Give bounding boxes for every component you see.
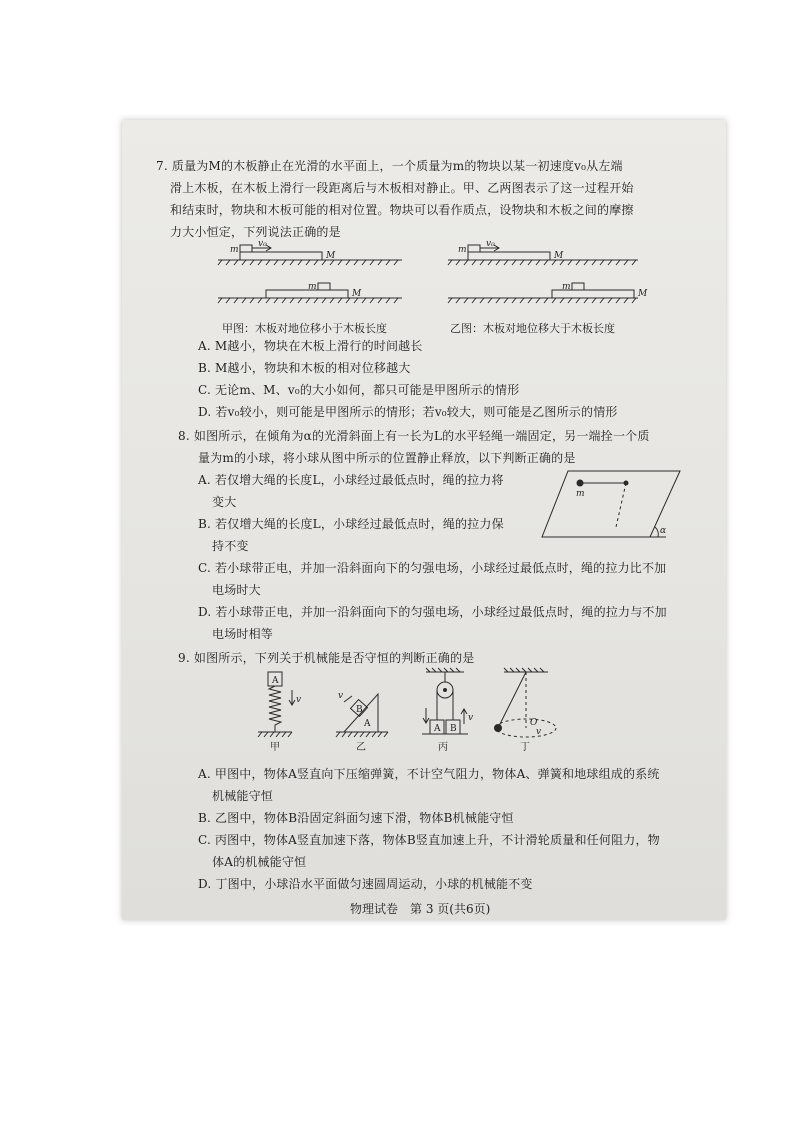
yi-label-m-end: m	[562, 282, 571, 292]
q7-option-a: A. M越小，物块在木板上滑行的时间越长	[198, 339, 423, 353]
q8-label-m: m	[576, 489, 585, 499]
yi-label-M-end: M	[638, 289, 648, 299]
ding9-label-v: v	[536, 727, 542, 737]
q9-option-c-cont: 体A的机械能守恒	[212, 855, 307, 869]
bing9-label-v: v	[468, 713, 474, 723]
q7-option-c: C. 无论m、M、v₀的大小如何，都只可能是甲图所示的情形	[198, 383, 520, 397]
q7-line-4: 力大小恒定，下列说法正确的是	[170, 225, 341, 239]
jia9-label-a: A	[272, 676, 279, 686]
q9-fig-label-bing: 丙	[438, 742, 448, 753]
yi9-label-b: B	[356, 705, 363, 715]
jia-hatch-1	[218, 260, 398, 265]
jia9-label-v: v	[296, 695, 302, 705]
q9-option-d: D. 丁图中，小球沿水平面做匀速圆周运动，小球的机械能不变	[198, 877, 533, 891]
q7-line-3: 和结束时，物块和木板可能的相对位置。物块可以看作质点，设物块和木板之间的摩擦	[170, 203, 634, 217]
angle-arc	[655, 527, 658, 537]
yi-label-M-start: M	[554, 251, 564, 261]
jia-board-start	[240, 252, 322, 260]
q8-label-alpha: α	[660, 526, 667, 536]
q9-option-c: C. 丙图中，物体A竖直加速下落，物体B竖直加速上升，不计滑轮质量和任何阻力，物	[198, 833, 660, 847]
jia-block-start	[240, 245, 252, 252]
dashed-lowest-line	[616, 483, 626, 527]
q7-figure-yi	[448, 239, 648, 310]
yi-hatch-1	[448, 260, 636, 265]
q8-option-d-cont: 电场时相等	[212, 627, 274, 641]
jia-label-M-start: M	[326, 251, 336, 261]
q8-option-c: C. 若小球带正电，并加一沿斜面向下的匀强电场，小球经过最低点时，绳的拉力比不加	[198, 561, 667, 575]
jia-block-end	[318, 283, 330, 290]
q7-figure-jia	[218, 239, 428, 310]
bing9-label-a: A	[434, 724, 441, 734]
jia9-spring	[269, 686, 281, 732]
q8-option-a-cont: 变大	[212, 495, 237, 509]
yi-label-v0: v₀	[486, 239, 495, 249]
q7-caption-yi: 乙图：木板对地位移大于木板长度	[450, 322, 615, 335]
q8-line-2: 量为m的小球，将小球从图中所示的位置静止释放，以下判断正确的是	[198, 451, 576, 465]
q9-figures	[252, 668, 612, 756]
q8-option-d: D. 若小球带正电，并加一沿斜面向下的匀强电场，小球经过最低点时，绳的拉力与不加	[198, 605, 667, 619]
q7-option-b: B. M越小，物块和木板的相对位移越大	[198, 361, 411, 375]
jia-label-M-end: M	[352, 289, 362, 299]
q8-option-b-cont: 持不变	[212, 539, 249, 553]
yi9-label-v: v	[338, 691, 344, 701]
yi9-hatch	[336, 732, 388, 737]
q9-option-b: B. 乙图中，物体B沿固定斜面匀速下滑，物体B机械能守恒	[198, 811, 514, 825]
bing9-pulley-axle	[444, 689, 447, 692]
q9-option-a: A. 甲图中，物体A竖直向下压缩弹簧，不计空气阻力，物体A、弹簧和地球组成的系统	[198, 767, 660, 781]
page-footer: 物理试卷 第 3 页(共6页)	[350, 902, 491, 916]
yi-label-m-start: m	[458, 245, 467, 255]
jia-label-v0: v₀	[258, 239, 267, 249]
q9-line-1: 9. 如图所示，下列关于机械能是否守恒的判断正确的是	[178, 651, 475, 665]
q9-fig-label-jia: 甲	[270, 742, 280, 753]
ding9-ball	[495, 725, 502, 732]
jia-hatch-2	[218, 298, 398, 303]
q7-caption-jia: 甲图：木板对地位移小于木板长度	[222, 322, 387, 335]
q9-fig-label-ding: 丁	[520, 742, 530, 753]
yi-hatch-2	[448, 298, 636, 303]
q7-line-1: 7. 质量为M的木板静止在光滑的水平面上，一个质量为m的物块以某一初速度v₀从左端	[156, 159, 623, 173]
q7-line-2: 滑上木板，在木板上滑行一段距离后与木板相对静止。甲、乙两图表示了这一过程开始	[170, 181, 634, 195]
q9-option-a-cont: 机械能守恒	[212, 789, 274, 803]
exam-page	[122, 120, 726, 920]
ding9-ceiling-hatch	[504, 668, 544, 672]
q8-figure-incline	[542, 465, 682, 545]
jia9-hatch	[258, 732, 292, 737]
q8-option-c-cont: 电场时大	[212, 583, 261, 597]
q9-fig-label-yi: 乙	[356, 742, 366, 753]
bing9-ceiling-hatch	[426, 668, 460, 672]
jia-board-end	[266, 290, 348, 298]
q8-line-1: 8. 如图所示，在倾角为α的光滑斜面上有一长为L的水平轻绳一端固定，另一端拴一个质	[178, 429, 650, 443]
ball	[577, 480, 583, 486]
yi-board-start	[468, 252, 550, 260]
q7-option-d: D. 若v₀较小，则可能是甲图所示的情形；若v₀较大，则可能是乙图所示的情形	[198, 405, 618, 419]
ding9-label-o: O	[530, 718, 538, 728]
bing9-label-b: B	[450, 724, 457, 734]
yi-block-end	[572, 283, 584, 290]
yi-block-start	[468, 245, 480, 252]
jia-label-m-end: m	[308, 282, 317, 292]
q8-option-b: B. 若仅增大绳的长度L，小球经过最低点时，绳的拉力保	[198, 517, 504, 531]
yi9-velocity-arrow	[344, 696, 352, 702]
q8-option-a: A. 若仅增大绳的长度L，小球经过最低点时，绳的拉力将	[198, 473, 504, 487]
jia-label-m-start: m	[230, 245, 239, 255]
yi9-label-a: A	[364, 719, 371, 729]
